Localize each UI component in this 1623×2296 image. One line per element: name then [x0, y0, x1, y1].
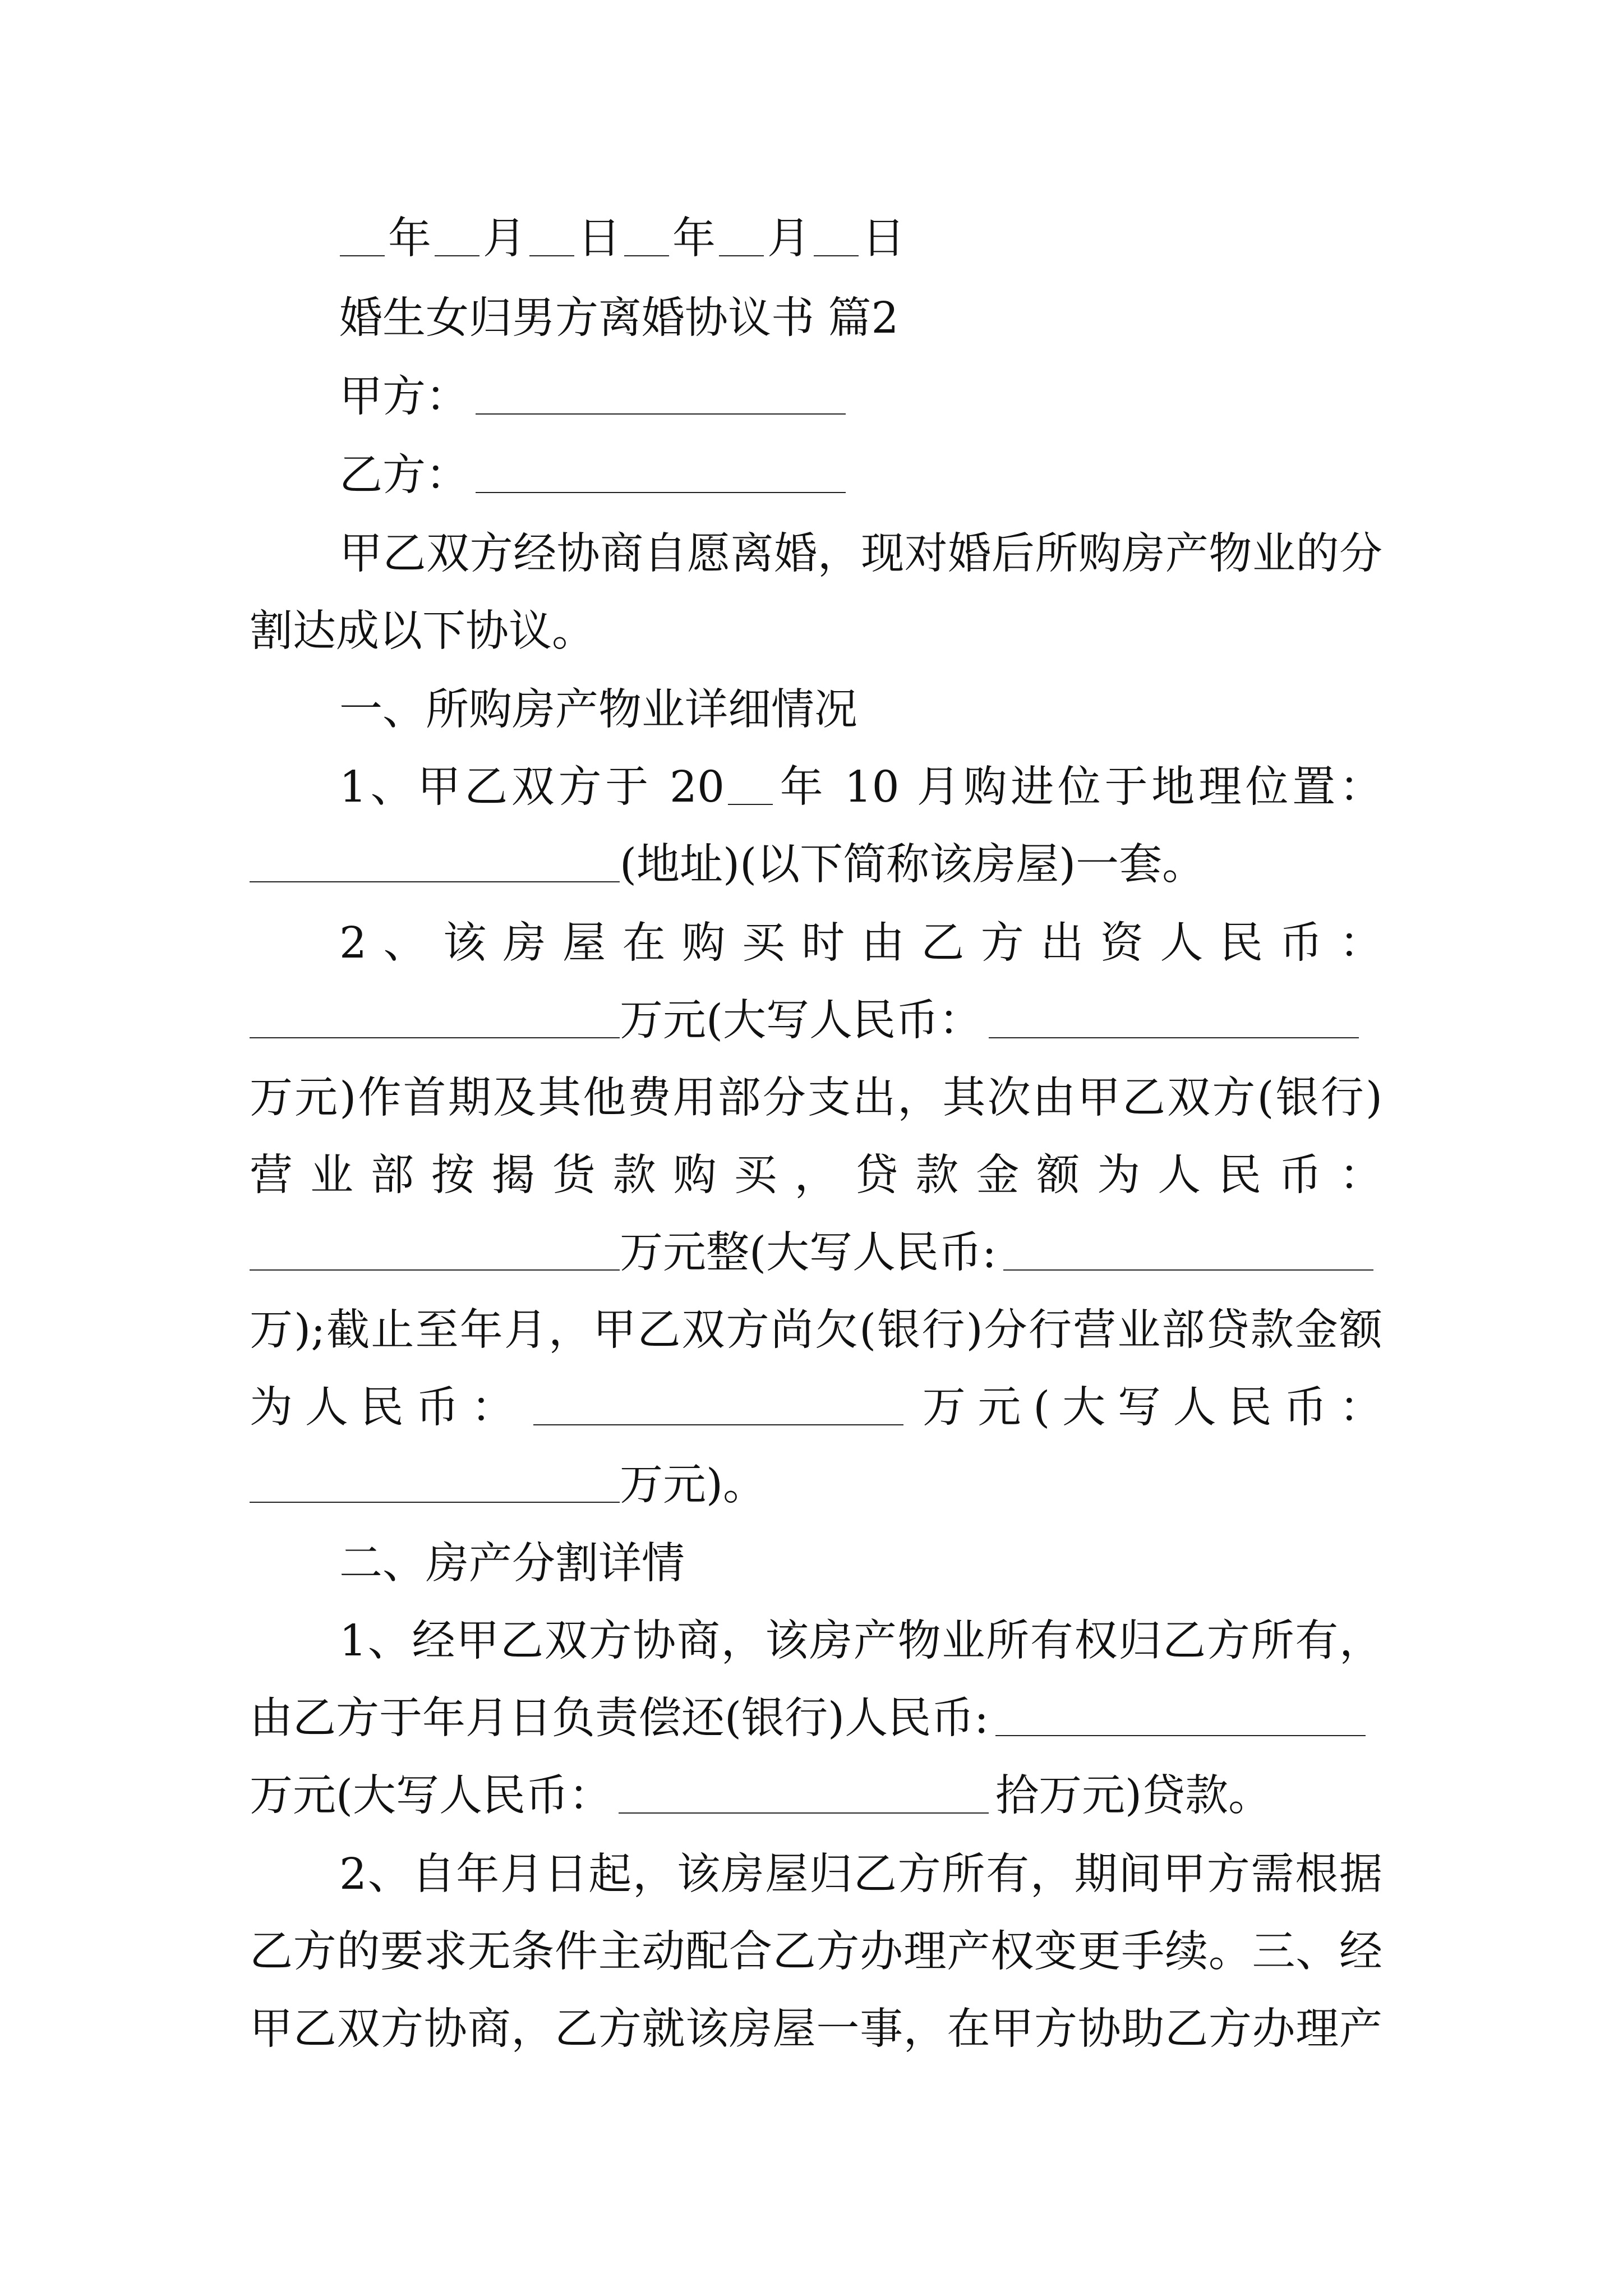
day-label: 日: [862, 214, 905, 264]
day-label: 日: [578, 214, 621, 264]
paragraph-line: [339, 761, 1382, 815]
blank-line: [995, 1735, 1366, 1736]
blank-line: [476, 492, 846, 493]
paragraph-line: 营业部按揭货款购买，贷款金额为人民币：: [250, 1151, 1382, 1200]
text-run: 万元整(大写人民币:: [620, 1228, 997, 1278]
blank-line: [340, 255, 385, 256]
blank-line: [250, 1502, 620, 1503]
text-run: 万元(大写人民币：: [620, 996, 983, 1046]
blank-line: [989, 1037, 1359, 1038]
blank-line: [624, 255, 669, 256]
section1-heading: 一、所购房产物业详细情况: [339, 685, 857, 735]
paragraph-line: 甲乙双方协商，乙方就该房屋一事，在甲方协助乙方办理产: [250, 2004, 1382, 2054]
party-b-line: [339, 449, 1382, 503]
year-label: 年: [672, 214, 716, 264]
date-line: [336, 212, 1469, 266]
paragraph-line: 2、该房屋在购买时由乙方出资人民币：: [339, 918, 1382, 968]
text-run: 拾万元)贷款。: [995, 1771, 1272, 1821]
party-a-label: 甲方：: [339, 372, 469, 422]
party-a-line: [339, 370, 1382, 424]
section2-heading: 二、房产分割详情: [339, 1539, 685, 1589]
blank-line: [728, 804, 773, 805]
blank-line: [529, 255, 574, 256]
paragraph-line: [250, 838, 1382, 892]
text-run: 由乙方于年月日负责偿还(银行)人民币:: [250, 1694, 989, 1743]
paragraph-line: 万);截止至年月，甲乙双方尚欠(银行)分行营业部贷款金额: [250, 1305, 1382, 1355]
intro-line: 割达成以下协议。: [250, 606, 595, 656]
text-run: (地址)(以下简称该房屋)一套。: [620, 840, 1206, 890]
month-label: 月: [483, 214, 526, 264]
paragraph-line: [250, 1692, 1382, 1746]
blank-line: [814, 255, 859, 256]
text-run: 年 10 月购进位于地理位置：: [776, 762, 1382, 812]
month-label: 月: [767, 214, 810, 264]
blank-line: [250, 1269, 620, 1271]
paragraph-line: [250, 1458, 1382, 1512]
text-run: 万元(大写人民币：: [250, 1771, 612, 1821]
paragraph-line: 万元)作首期及其他费用部分支出，其次由甲乙双方(银行): [250, 1073, 1382, 1123]
text-run: 为人民币：: [250, 1383, 527, 1433]
paragraph-line: 2、自年月日起，该房屋归乙方所有，期间甲方需根据: [339, 1849, 1382, 1899]
paragraph-line: [250, 1226, 1382, 1280]
party-b-label: 乙方：: [339, 450, 469, 500]
paragraph-line: 乙方的要求无条件主动配合乙方办理产权变更手续。三、经: [250, 1927, 1382, 1977]
paragraph-line: [250, 994, 1382, 1048]
document-title: 婚生女归男方离婚协议书 篇2: [339, 293, 899, 343]
blank-line: [250, 1037, 620, 1038]
paragraph-line: 1、经甲乙双方协商，该房产物业所有权归乙方所有，: [339, 1616, 1382, 1666]
year-label: 年: [388, 214, 431, 264]
blank-line: [476, 413, 846, 415]
blank-line: [619, 1812, 989, 1814]
text-run: 1、甲乙双方于 20: [339, 762, 725, 812]
paragraph-line: [250, 1769, 1382, 1823]
blank-line: [435, 255, 479, 256]
paragraph-line: [250, 1381, 1382, 1435]
blank-line: [250, 881, 620, 882]
text-run: 万元(大写人民币：: [910, 1383, 1383, 1433]
blank-line: [533, 1424, 903, 1425]
blank-line: [719, 255, 764, 256]
intro-line: 甲乙双方经协商自愿离婚，现对婚后所购房产物业的分: [339, 529, 1382, 579]
blank-line: [1003, 1269, 1373, 1271]
text-run: 万元)。: [620, 1460, 767, 1510]
